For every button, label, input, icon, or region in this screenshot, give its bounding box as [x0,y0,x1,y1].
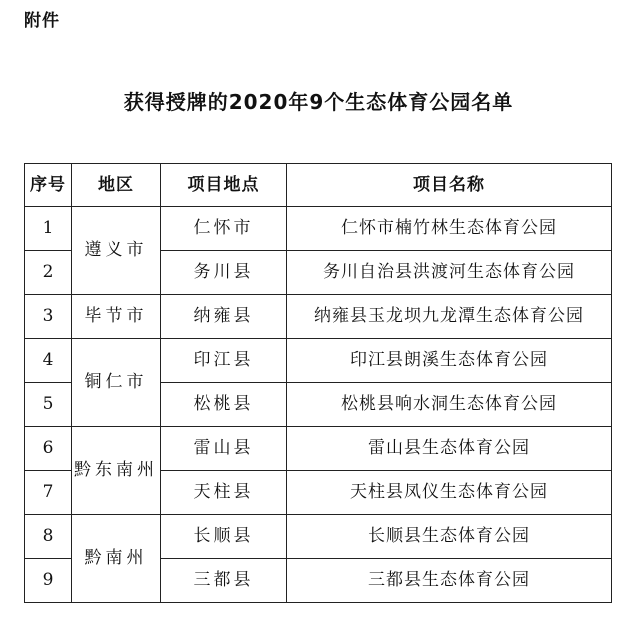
row-index: 7 [25,471,72,515]
header-index: 序号 [25,164,72,207]
header-region: 地区 [72,164,161,207]
region-cell: 黔南州 [72,515,161,603]
row-index: 6 [25,427,72,471]
table-row [25,515,612,559]
location-cell: 天柱县 [161,471,287,515]
header-location: 项目地点 [161,164,287,207]
project-name-cell: 印江县朗溪生态体育公园 [287,339,612,383]
location-cell: 三都县 [161,559,287,603]
project-name-cell: 松桃县响水洞生态体育公园 [287,383,612,427]
document-title: 获得授牌的2020年9个生态体育公园名单 [123,90,514,114]
project-name-cell: 务川自治县洪渡河生态体育公园 [287,251,612,295]
project-name-cell: 纳雍县玉龙坝九龙潭生态体育公园 [287,295,612,339]
location-cell: 雷山县 [161,427,287,471]
location-cell: 印江县 [161,339,287,383]
attachment-label: 附件 [24,11,60,31]
region-cell: 遵义市 [72,207,161,295]
table-row [25,427,612,471]
table-row [25,339,612,383]
table-row [25,295,612,339]
location-cell: 纳雍县 [161,295,287,339]
row-index: 4 [25,339,72,383]
location-cell: 仁怀市 [161,207,287,251]
location-cell: 务川县 [161,251,287,295]
eco-sports-park-table [24,163,612,603]
project-name-cell: 长顺县生态体育公园 [287,515,612,559]
region-cell: 黔东南州 [72,427,161,515]
region-cell: 铜仁市 [72,339,161,427]
table-row [25,207,612,251]
project-name-cell: 仁怀市楠竹林生态体育公园 [287,207,612,251]
project-name-cell: 天柱县凤仪生态体育公园 [287,471,612,515]
location-cell: 长顺县 [161,515,287,559]
row-index: 2 [25,251,72,295]
table-header-row [25,164,612,207]
row-index: 5 [25,383,72,427]
header-project: 项目名称 [287,164,612,207]
location-cell: 松桃县 [161,383,287,427]
row-index: 8 [25,515,72,559]
row-index: 3 [25,295,72,339]
region-cell: 毕节市 [72,295,161,339]
project-name-cell: 雷山县生态体育公园 [287,427,612,471]
row-index: 1 [25,207,72,251]
row-index: 9 [25,559,72,603]
project-name-cell: 三都县生态体育公园 [287,559,612,603]
